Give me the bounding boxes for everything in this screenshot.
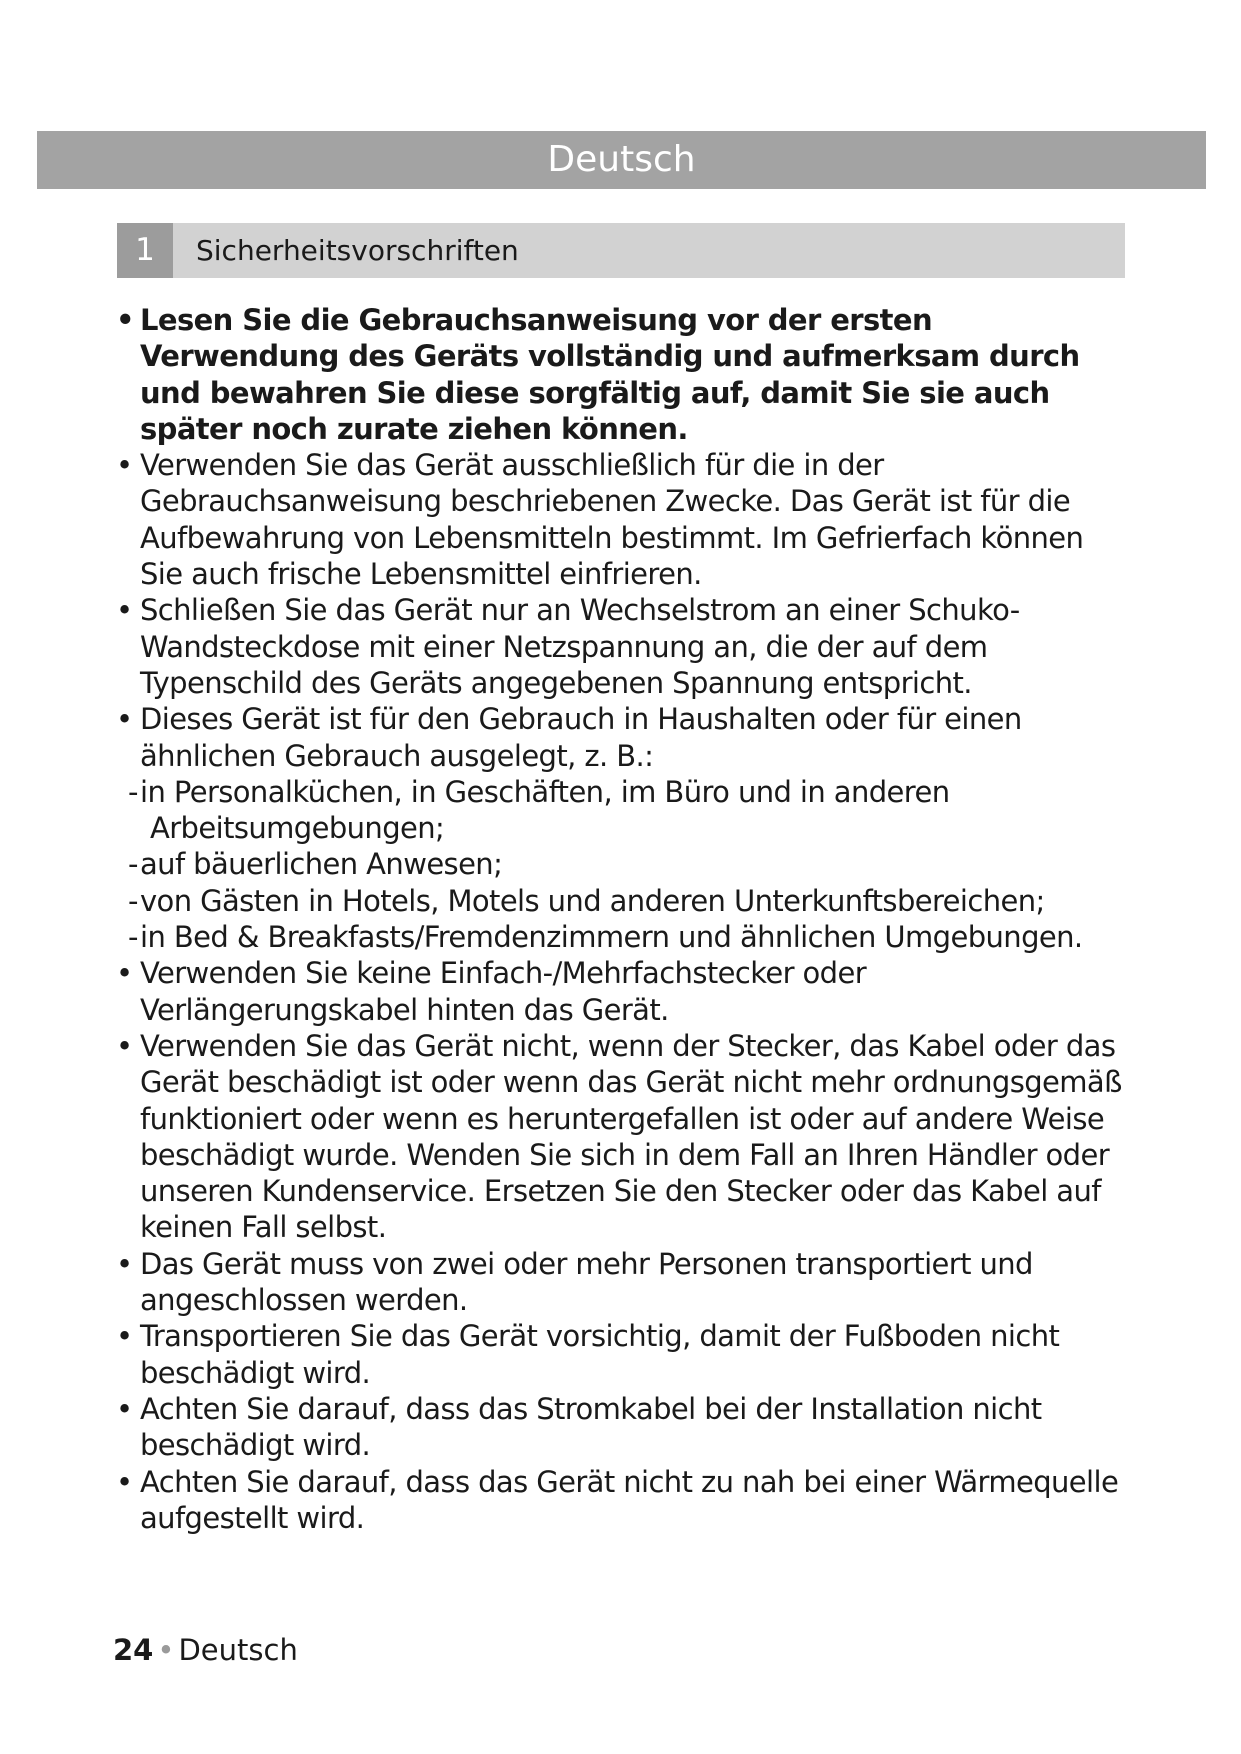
list-item-text: Achten Sie darauf, dass das Stromkabel bei der Installation nicht beschädigt wird. <box>140 1391 1042 1463</box>
bullet-icon: • <box>116 1246 133 1281</box>
list-item-text: Schließen Sie das Gerät nur an Wechselstrom an einer Schuko-Wandsteckdose mit einer Netzspannung an, die der auf dem Typenschild des Geräts angegebenen Spannung entspricht. <box>140 593 1020 700</box>
list-item <box>112 592 1132 701</box>
list-item-text: Verwenden Sie das Gerät nicht, wenn der Stecker, das Kabel oder das Gerät beschädigt ist oder wenn das Gerät nicht mehr ordnungsgemäß funktioniert oder wenn es heruntergefallen ist oder auf andere Weise beschädigt wurde. Wenden Sie sich in dem Fall an Ihren Händler oder unseren Kundenservice. Ersetzen Sie den Stecker oder das Kabel auf keinen Fall selbst. <box>140 1028 1122 1245</box>
bullet-icon: • <box>116 702 133 737</box>
language-title: Deutsch <box>547 139 696 180</box>
footer-language: Deutsch <box>178 1633 298 1667</box>
bullet-icon: • <box>116 956 133 991</box>
bullet-icon: • <box>116 1319 133 1354</box>
dash-icon: - <box>128 774 138 809</box>
bullet-icon: • <box>116 1464 133 1499</box>
section-header <box>117 223 1125 278</box>
page-number: 24 <box>113 1633 154 1667</box>
bullet-icon: • <box>116 1391 133 1426</box>
list-item <box>112 1391 1132 1464</box>
list-item <box>112 1028 1132 1246</box>
list-item-text: Verwenden Sie das Gerät ausschließlich für die in der Gebrauchsanweisung beschriebenen Zwecke. Das Gerät ist für die Aufbewahrung von Lebensmitteln bestimmt. Im Gefrierfach können Sie auch frische Lebensmittel einfrieren. <box>140 448 1084 592</box>
list-item-text: Das Gerät muss von zwei oder mehr Personen transportiert und angeschlossen werden. <box>140 1246 1033 1318</box>
list-item-text: Lesen Sie die Gebrauchsanweisung vor der ersten Verwendung des Geräts vollständig und aufmerksam durch und bewahren Sie diese sorgfältig auf, damit Sie sie auch später noch zurate ziehen können. <box>140 303 1080 446</box>
list-item <box>112 701 1132 774</box>
page-footer <box>113 1632 298 1668</box>
list-item <box>112 1246 1132 1319</box>
sub-list-item <box>112 846 1132 882</box>
bullet-icon: • <box>116 448 133 483</box>
section-title: Sicherheitsvorschriften <box>196 234 519 267</box>
sub-list-item-text: in Bed & Breakfasts/Fremdenzimmern und ähnlichen Umgebungen. <box>140 920 1083 955</box>
dash-icon: - <box>128 883 138 918</box>
sub-list-item-text: in Personalküchen, in Geschäften, im Büro und in anderen Arbeitsumgebungen; <box>140 774 950 846</box>
bullet-icon: • <box>116 593 133 628</box>
dash-icon: - <box>128 920 138 955</box>
list-item <box>112 302 1132 447</box>
list-item <box>112 955 1132 1028</box>
list-item-text: Dieses Gerät ist für den Gebrauch in Haushalten oder für einen ähnlichen Gebrauch ausgelegt, z. B.: <box>140 702 1022 773</box>
language-header-bar <box>37 131 1206 189</box>
list-item-text: Achten Sie darauf, dass das Gerät nicht zu nah bei einer Wärmequelle aufgestellt wird. <box>140 1464 1119 1535</box>
dash-icon: - <box>128 847 138 882</box>
sub-list-item-text: von Gästen in Hotels, Motels und anderen Unterkunftsbereichen; <box>140 883 1045 918</box>
sub-list-item-text: auf bäuerlichen Anwesen; <box>140 847 503 882</box>
bullet-icon: • <box>116 1028 133 1063</box>
list-item <box>112 1464 1132 1537</box>
sub-list-item <box>112 774 1132 847</box>
list-item <box>112 1318 1132 1391</box>
list-item-text: Verwenden Sie keine Einfach-/Mehrfachstecker oder Verlängerungskabel hinten das Gerät. <box>140 956 867 1027</box>
list-item <box>112 447 1132 592</box>
list-item-text: Transportieren Sie das Gerät vorsichtig, damit der Fußboden nicht beschädigt wird. <box>140 1319 1060 1390</box>
section-number: 1 <box>117 223 173 278</box>
sub-list-item <box>112 919 1132 955</box>
sub-list-item <box>112 883 1132 919</box>
separator-dot-icon: • <box>157 1633 175 1667</box>
bullet-icon: • <box>116 303 134 337</box>
safety-instructions-list <box>112 302 1132 1536</box>
